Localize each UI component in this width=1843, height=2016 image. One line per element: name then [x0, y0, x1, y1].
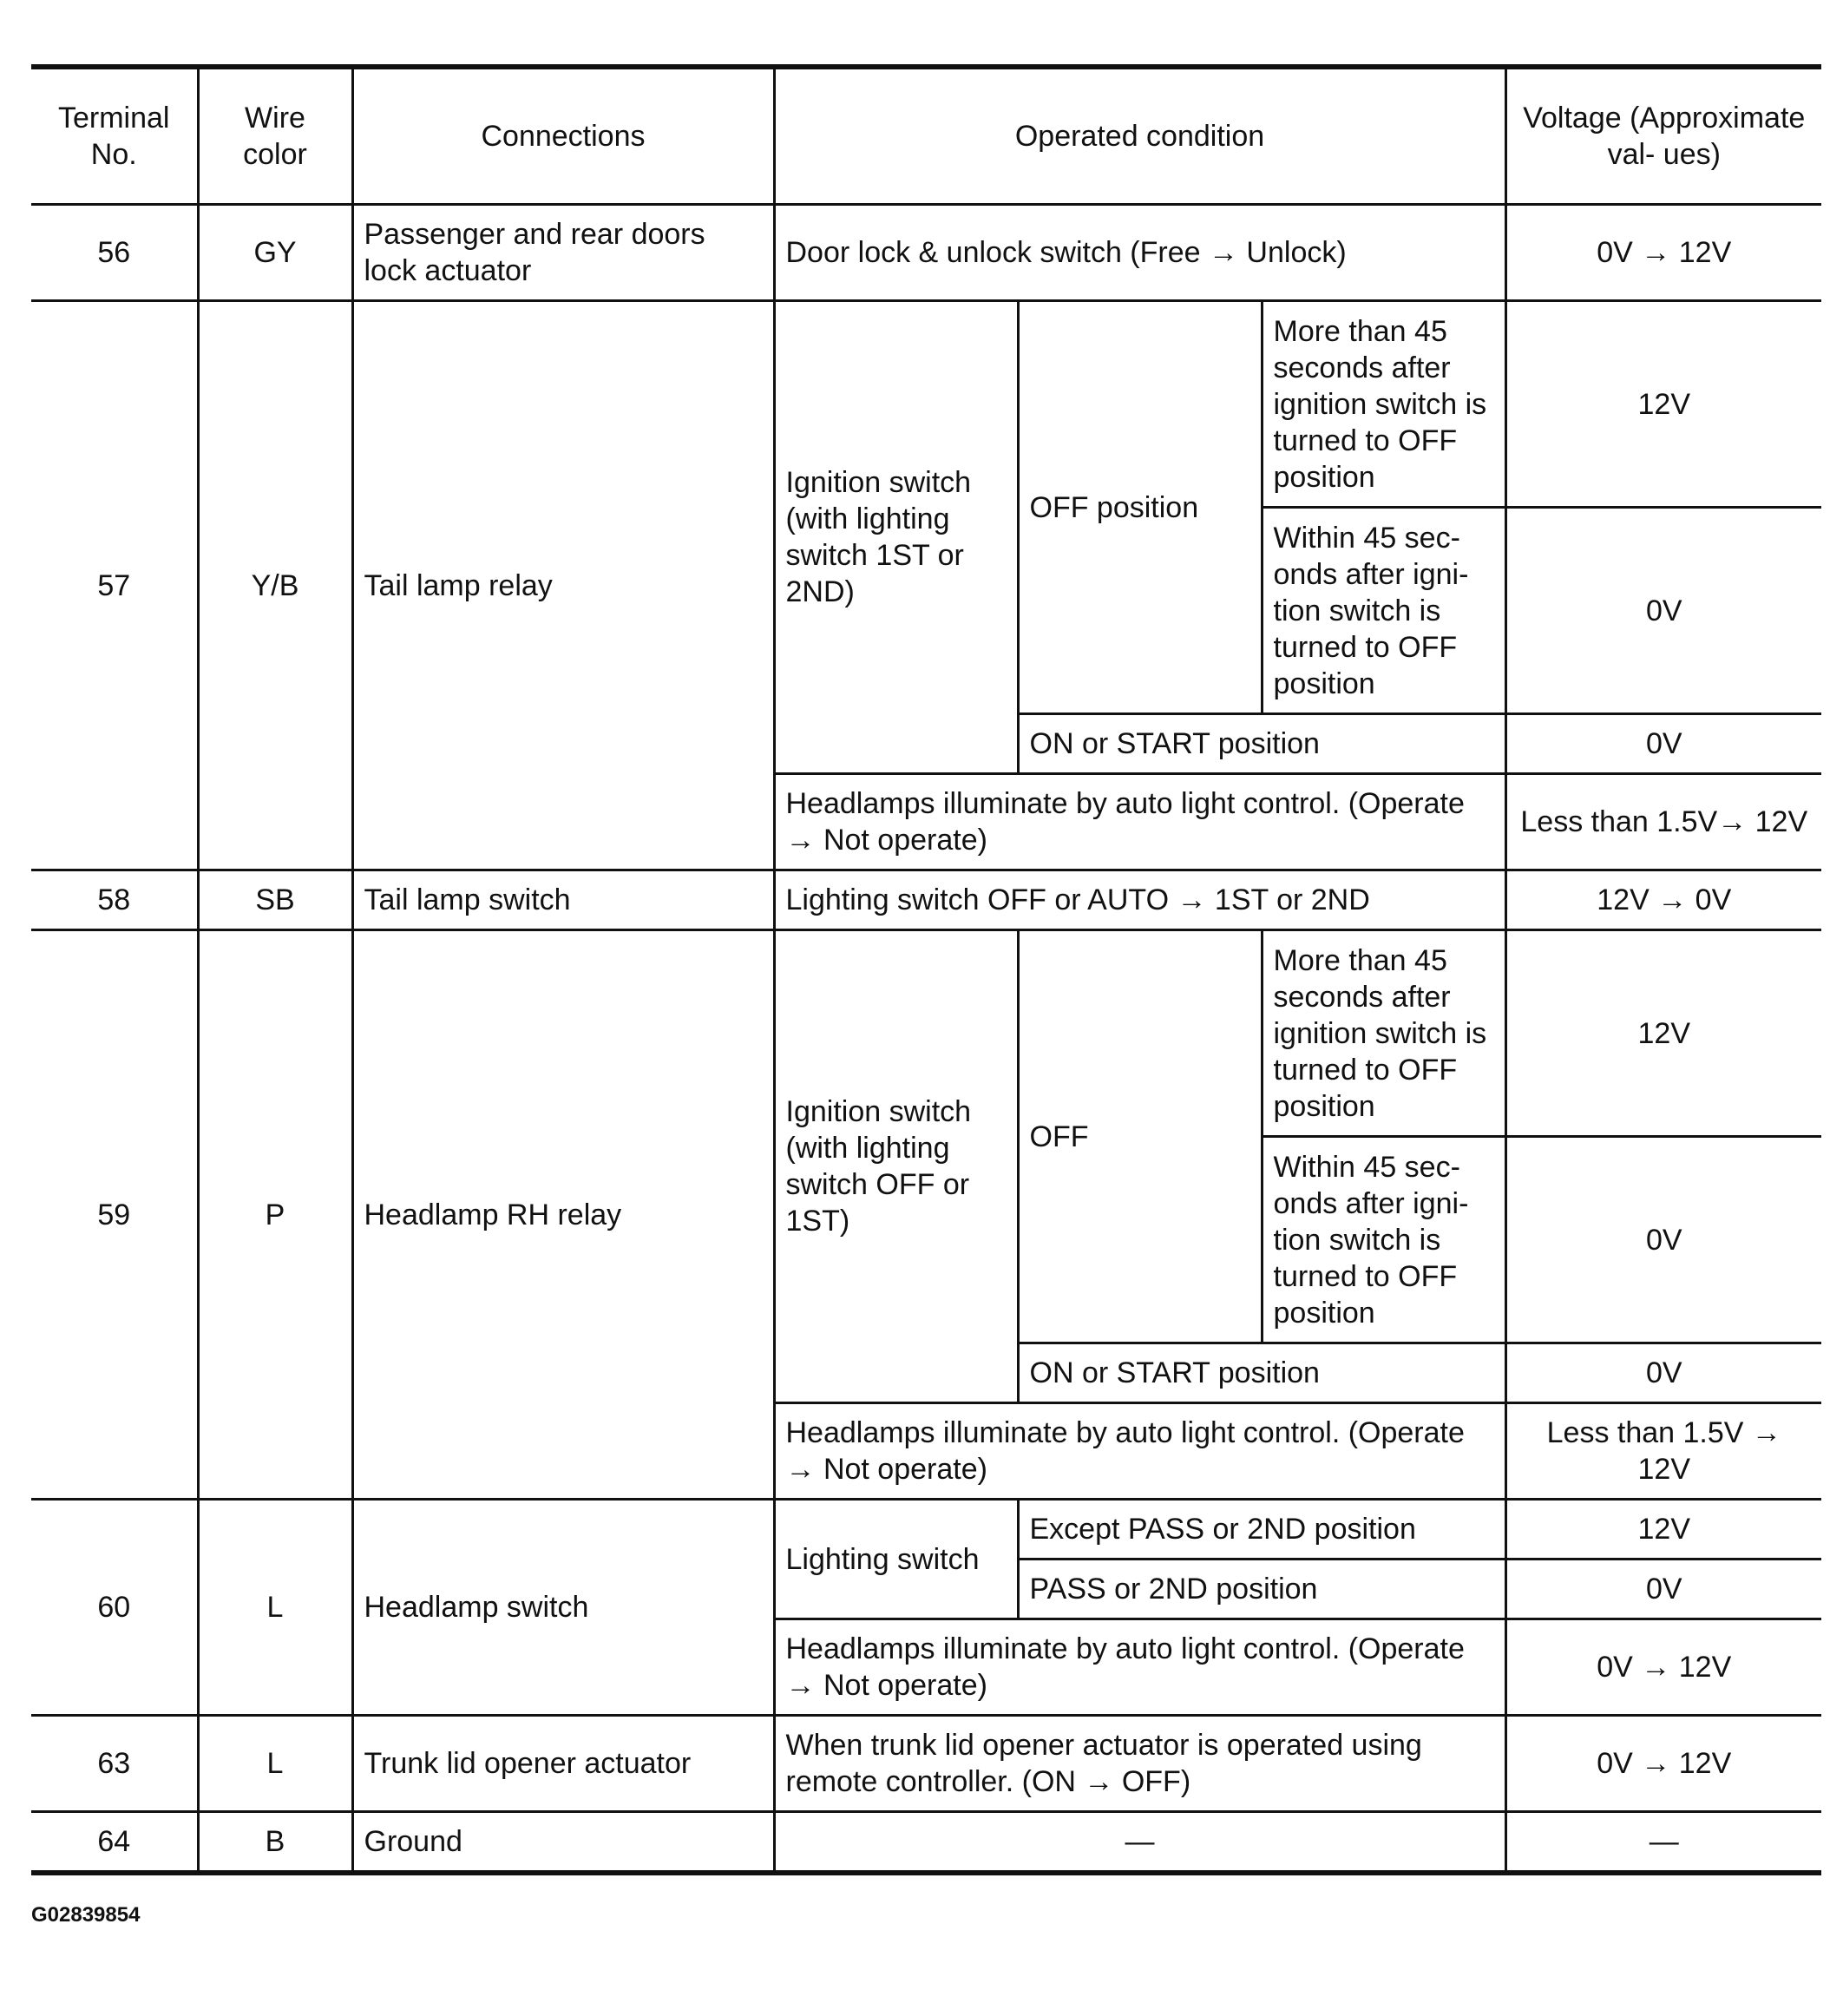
- table-row-60: [31, 1500, 1821, 1560]
- wire-color-cell: L: [198, 1500, 352, 1716]
- table-row-63: [31, 1716, 1821, 1812]
- condition-cell: Headlamps illuminate by auto light control. (Operate → Not operate): [774, 774, 1505, 870]
- voltage-cell: 0V → 12V: [1505, 1619, 1821, 1716]
- header-terminal-no: Terminal No.: [31, 67, 198, 205]
- wire-color-cell: P: [198, 930, 352, 1500]
- terminal-cell: 60: [31, 1500, 198, 1716]
- connection-cell: Trunk lid opener actuator: [352, 1716, 774, 1812]
- position-cell: ON or START position: [1018, 1343, 1505, 1403]
- lighting-switch-cell: Lighting switch: [774, 1500, 1018, 1619]
- connection-cell: Passenger and rear doors lock actuator: [352, 205, 774, 301]
- header-wire-color: Wire color: [198, 67, 352, 205]
- voltage-cell: Less than 1.5V → 12V: [1505, 1403, 1821, 1500]
- connection-cell: Tail lamp switch: [352, 870, 774, 930]
- voltage-cell: Less than 1.5V→ 12V: [1505, 774, 1821, 870]
- voltage-cell: 0V: [1505, 1560, 1821, 1619]
- table-row-59: [31, 930, 1821, 1137]
- terminal-cell: 57: [31, 301, 198, 870]
- figure-code: G02839854: [31, 1903, 141, 1927]
- terminal-cell: 64: [31, 1812, 198, 1874]
- header-connections: Connections: [352, 67, 774, 205]
- position-cell: PASS or 2ND position: [1018, 1560, 1505, 1619]
- wire-color-cell: B: [198, 1812, 352, 1874]
- header-operated-condition: Operated condition: [774, 67, 1505, 205]
- voltage-cell: 0V: [1505, 1137, 1821, 1343]
- ignition-condition-cell: Ignition switch (with lighting switch OFF or 1ST): [774, 930, 1018, 1403]
- timing-cell: More than 45 seconds after ignition switch is turned to OFF position: [1262, 930, 1505, 1137]
- terminal-cell: 58: [31, 870, 198, 930]
- connection-cell: Ground: [352, 1812, 774, 1874]
- wire-color-cell: Y/B: [198, 301, 352, 870]
- voltage-cell: 0V: [1505, 1343, 1821, 1403]
- position-cell: OFF: [1018, 930, 1262, 1343]
- timing-cell: More than 45 seconds after ignition switch is turned to OFF position: [1262, 301, 1505, 508]
- condition-cell: When trunk lid opener actuator is operated using remote controller. (ON → OFF): [774, 1716, 1505, 1812]
- wire-color-cell: L: [198, 1716, 352, 1812]
- voltage-cell: 12V: [1505, 1500, 1821, 1560]
- terminal-cell: 59: [31, 930, 198, 1500]
- condition-cell: —: [774, 1812, 1505, 1874]
- timing-cell: Within 45 sec- onds after igni- tion switch is turned to OFF position: [1262, 1137, 1505, 1343]
- wire-color-cell: GY: [198, 205, 352, 301]
- table-row-58: [31, 870, 1821, 930]
- timing-cell: Within 45 sec- onds after igni- tion switch is turned to OFF position: [1262, 508, 1505, 714]
- voltage-cell: 0V: [1505, 508, 1821, 714]
- terminal-voltage-table: [31, 64, 1821, 1875]
- connection-cell: Tail lamp relay: [352, 301, 774, 870]
- terminal-cell: 63: [31, 1716, 198, 1812]
- ignition-condition-cell: Ignition switch (with lighting switch 1ST or 2ND): [774, 301, 1018, 774]
- voltage-cell: 0V: [1505, 714, 1821, 774]
- table-row-64: [31, 1812, 1821, 1874]
- table-row-56: [31, 205, 1821, 301]
- voltage-cell: 12V: [1505, 301, 1821, 508]
- voltage-cell: 12V → 0V: [1505, 870, 1821, 930]
- terminal-cell: 56: [31, 205, 198, 301]
- connection-cell: Headlamp switch: [352, 1500, 774, 1716]
- header-voltage: Voltage (Approximate val- ues): [1505, 67, 1821, 205]
- voltage-cell: —: [1505, 1812, 1821, 1874]
- wire-color-cell: SB: [198, 870, 352, 930]
- voltage-cell: 0V → 12V: [1505, 205, 1821, 301]
- condition-cell: Door lock & unlock switch (Free → Unlock): [774, 205, 1505, 301]
- table-row-57: [31, 301, 1821, 508]
- voltage-cell: 0V → 12V: [1505, 1716, 1821, 1812]
- condition-cell: Lighting switch OFF or AUTO → 1ST or 2ND: [774, 870, 1505, 930]
- header-row: [31, 67, 1821, 205]
- condition-cell: Headlamps illuminate by auto light control. (Operate → Not operate): [774, 1403, 1505, 1500]
- position-cell: Except PASS or 2ND position: [1018, 1500, 1505, 1560]
- voltage-cell: 12V: [1505, 930, 1821, 1137]
- condition-cell: Headlamps illuminate by auto light control. (Operate → Not operate): [774, 1619, 1505, 1716]
- connection-cell: Headlamp RH relay: [352, 930, 774, 1500]
- position-cell: OFF position: [1018, 301, 1262, 714]
- position-cell: ON or START position: [1018, 714, 1505, 774]
